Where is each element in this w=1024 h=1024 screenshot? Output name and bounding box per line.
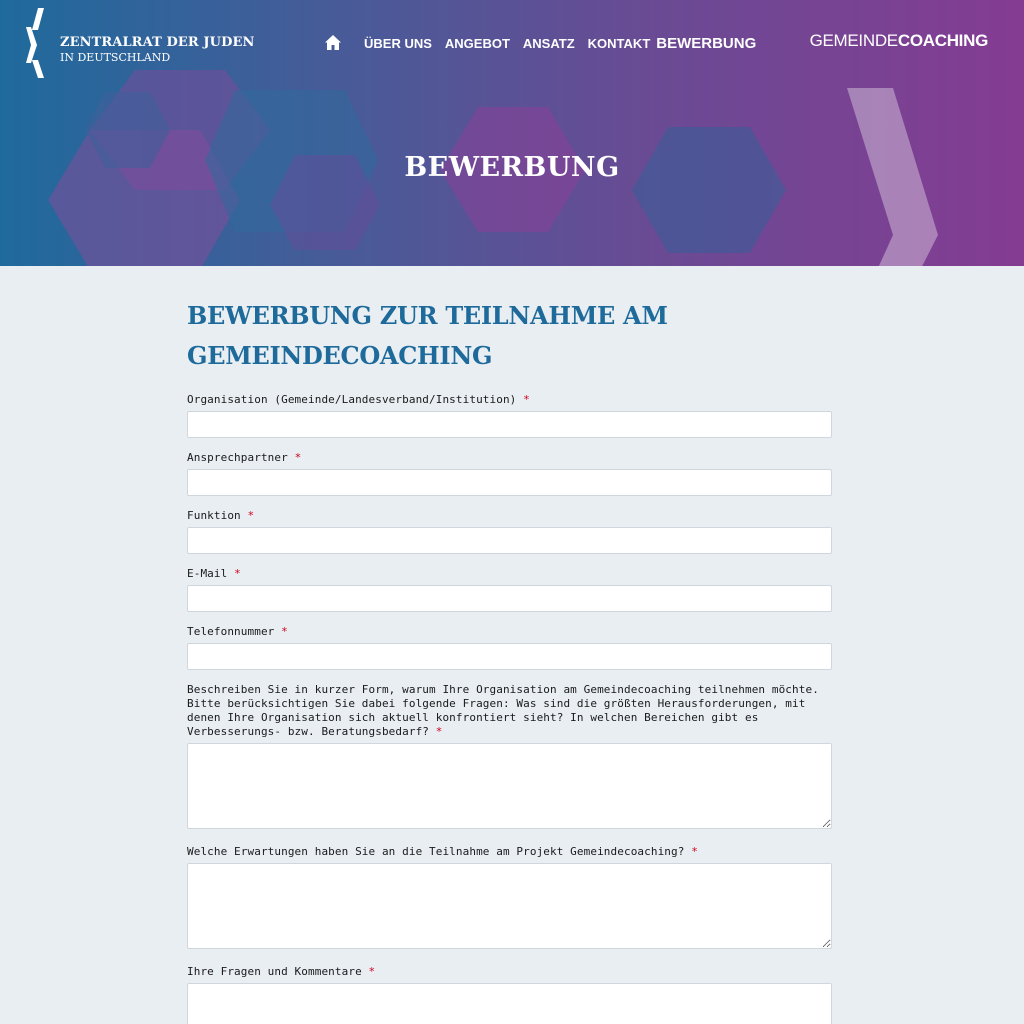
required-marker: * (294, 451, 302, 464)
required-marker: * (435, 725, 443, 738)
erwartungen-textarea[interactable] (187, 863, 832, 949)
field-erwartungen (187, 845, 832, 949)
logo-line1: ZENTRALRAT DER JUDEN (60, 35, 255, 50)
field-label: Beschreiben Sie in kurzer Form, warum Ihre Organisation am Gemeindecoaching teilnehmen möchte. Bitte berücksichtigen Sie dabei folgende Fragen: Was sind die größten Herausforderungen, mit denen Ihre Organisation sich aktuell konfrontiert sieht? In welchen Bereichen gibt es Verbesserungs- bzw. Beratungsbedarf? (187, 683, 819, 738)
field-label: Organisation (Gemeinde/Landesverband/Institution) (187, 393, 517, 406)
field-label: Ansprechpartner (187, 451, 288, 464)
field-telefonnummer (187, 625, 832, 670)
field-kommentare (187, 965, 832, 1024)
logo[interactable] (24, 8, 255, 78)
nav-item-kontakt[interactable]: KONTAKT (587, 35, 651, 51)
field-label: Ihre Fragen und Kommentare (187, 965, 362, 978)
nav-item-bewerbung[interactable]: BEWERBUNG (656, 34, 757, 52)
hero-banner (0, 0, 1024, 266)
field-organisation (187, 393, 832, 438)
field-label: Welche Erwartungen haben Sie an die Teilnahme am Projekt Gemeindecoaching? (187, 845, 685, 858)
field-motivation (187, 683, 832, 829)
funktion-input[interactable] (187, 527, 832, 554)
required-marker: * (234, 567, 241, 580)
logo-mark-icon (24, 8, 54, 80)
motivation-textarea[interactable] (187, 743, 832, 829)
required-marker: * (247, 509, 255, 522)
form-title (187, 296, 832, 376)
required-marker: * (691, 845, 698, 858)
field-label: E-Mail (187, 567, 228, 580)
main-nav (324, 33, 756, 53)
nav-item-angebot[interactable]: ANGEBOT (444, 35, 510, 51)
kommentare-textarea[interactable] (187, 983, 832, 1024)
telefonnummer-input[interactable] (187, 643, 832, 670)
hexagon-shape (632, 127, 786, 253)
required-marker: * (368, 965, 376, 978)
logo-line2: IN DEUTSCHLAND (60, 51, 171, 64)
home-icon[interactable] (324, 34, 342, 52)
organisation-input[interactable] (187, 411, 832, 438)
ansprechpartner-input[interactable] (187, 469, 832, 496)
field-ansprechpartner (187, 451, 832, 496)
brand-light: GEMEINDE (809, 31, 898, 50)
field-label: Funktion (187, 509, 241, 522)
field-email (187, 567, 832, 612)
brand-bold: COACHING (897, 31, 988, 50)
required-marker: * (523, 393, 530, 406)
application-form (187, 296, 832, 1024)
field-label: Telefonnummer (187, 625, 275, 638)
required-marker: * (281, 625, 288, 638)
nav-item-ansatz[interactable]: ANSATZ (522, 35, 575, 51)
brand-logo[interactable] (810, 31, 988, 51)
hero-title: BEWERBUNG (404, 152, 620, 183)
form-title-line1: BEWERBUNG ZUR TEILNAHME AM (187, 301, 668, 330)
nav-item-ueber-uns[interactable]: ÜBER UNS (364, 35, 432, 51)
form-title-line2: GEMEINDECOACHING (187, 341, 493, 370)
field-funktion (187, 509, 832, 554)
email-input[interactable] (187, 585, 832, 612)
